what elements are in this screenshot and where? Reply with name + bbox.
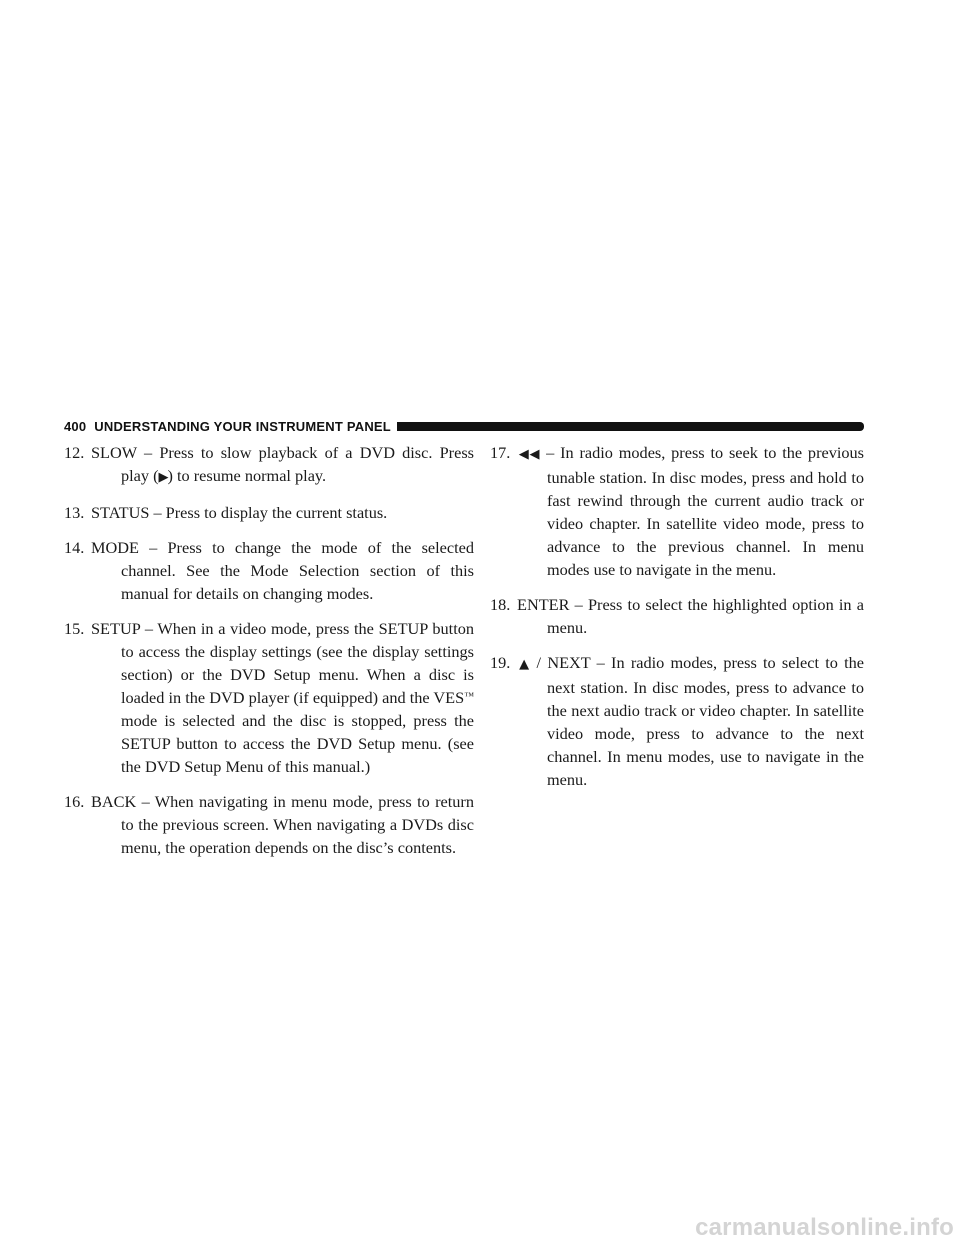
- header-rule: [397, 422, 864, 431]
- item-number: 15.: [64, 619, 85, 638]
- item-number: 17.: [490, 443, 511, 462]
- item-text: SLOW – Press to slow playback of a DVD disc. Press play (: [91, 443, 474, 485]
- item-text: STATUS – Press to display the current status.: [91, 503, 388, 522]
- item-number: 14.: [64, 538, 85, 557]
- watermark: carmanualsonline.info: [695, 1214, 954, 1241]
- item-text: BACK – When navigating in menu mode, press to return to the previous screen. When navigating a DVDs disc menu, the operation depends on the disc’s contents.: [91, 792, 474, 857]
- item-number: 18.: [490, 595, 511, 614]
- trademark-symbol: ™: [464, 691, 474, 702]
- item-text: ENTER – Press to select the highlighted option in a menu.: [517, 595, 864, 637]
- list-item-12: [64, 441, 474, 489]
- list-item-15: [64, 617, 474, 778]
- item-text: ) to resume normal play.: [167, 466, 327, 485]
- play-icon: ▶: [158, 470, 168, 485]
- list-item-19: [490, 651, 864, 791]
- section-title: UNDERSTANDING YOUR INSTRUMENT PANEL: [94, 418, 391, 434]
- left-column: [64, 441, 474, 871]
- page-number: 400: [64, 418, 87, 434]
- list-item-16: [64, 790, 474, 859]
- item-number: 12.: [64, 443, 85, 462]
- list-item-17: [490, 441, 864, 581]
- rewind-icon: ◀◀: [517, 447, 541, 462]
- list-item-18: [490, 593, 864, 639]
- right-column: [490, 441, 864, 803]
- list-item-13: [64, 501, 474, 524]
- up-arrow-icon: ▲: [517, 657, 531, 672]
- item-text: – In radio modes, press to seek to the previous tunable station. In disc modes, press and hold to fast rewind through the current audio track or video chapter. In satellite video mode, press to advance to the previous channel. In menu modes use to navigate in the menu.: [540, 443, 864, 579]
- item-text: SETUP – When in a video mode, press the SETUP button to access the display settings (see the display settings section) or the DVD Setup menu. When a disc is loaded in the DVD player (if equipped) and the VES: [91, 619, 474, 707]
- page-header: [64, 416, 864, 436]
- item-number: 19.: [490, 653, 511, 672]
- item-text: mode is selected and the disc is stopped, press the SETUP button to access the DVD Setup menu. (see the DVD Setup Menu of this manual.): [121, 711, 474, 776]
- item-text: / NEXT – In radio modes, press to select to the next station. In disc modes, press to advance to the next audio track or video chapter. In satellite video mode, press to advance to the next channel. In menu modes, use to navigate in the menu.: [530, 653, 864, 789]
- list-item-14: [64, 536, 474, 605]
- item-text: MODE – Press to change the mode of the selected channel. See the Mode Selection section of this manual for details on changing modes.: [91, 538, 474, 603]
- item-number: 16.: [64, 792, 85, 811]
- item-number: 13.: [64, 503, 85, 522]
